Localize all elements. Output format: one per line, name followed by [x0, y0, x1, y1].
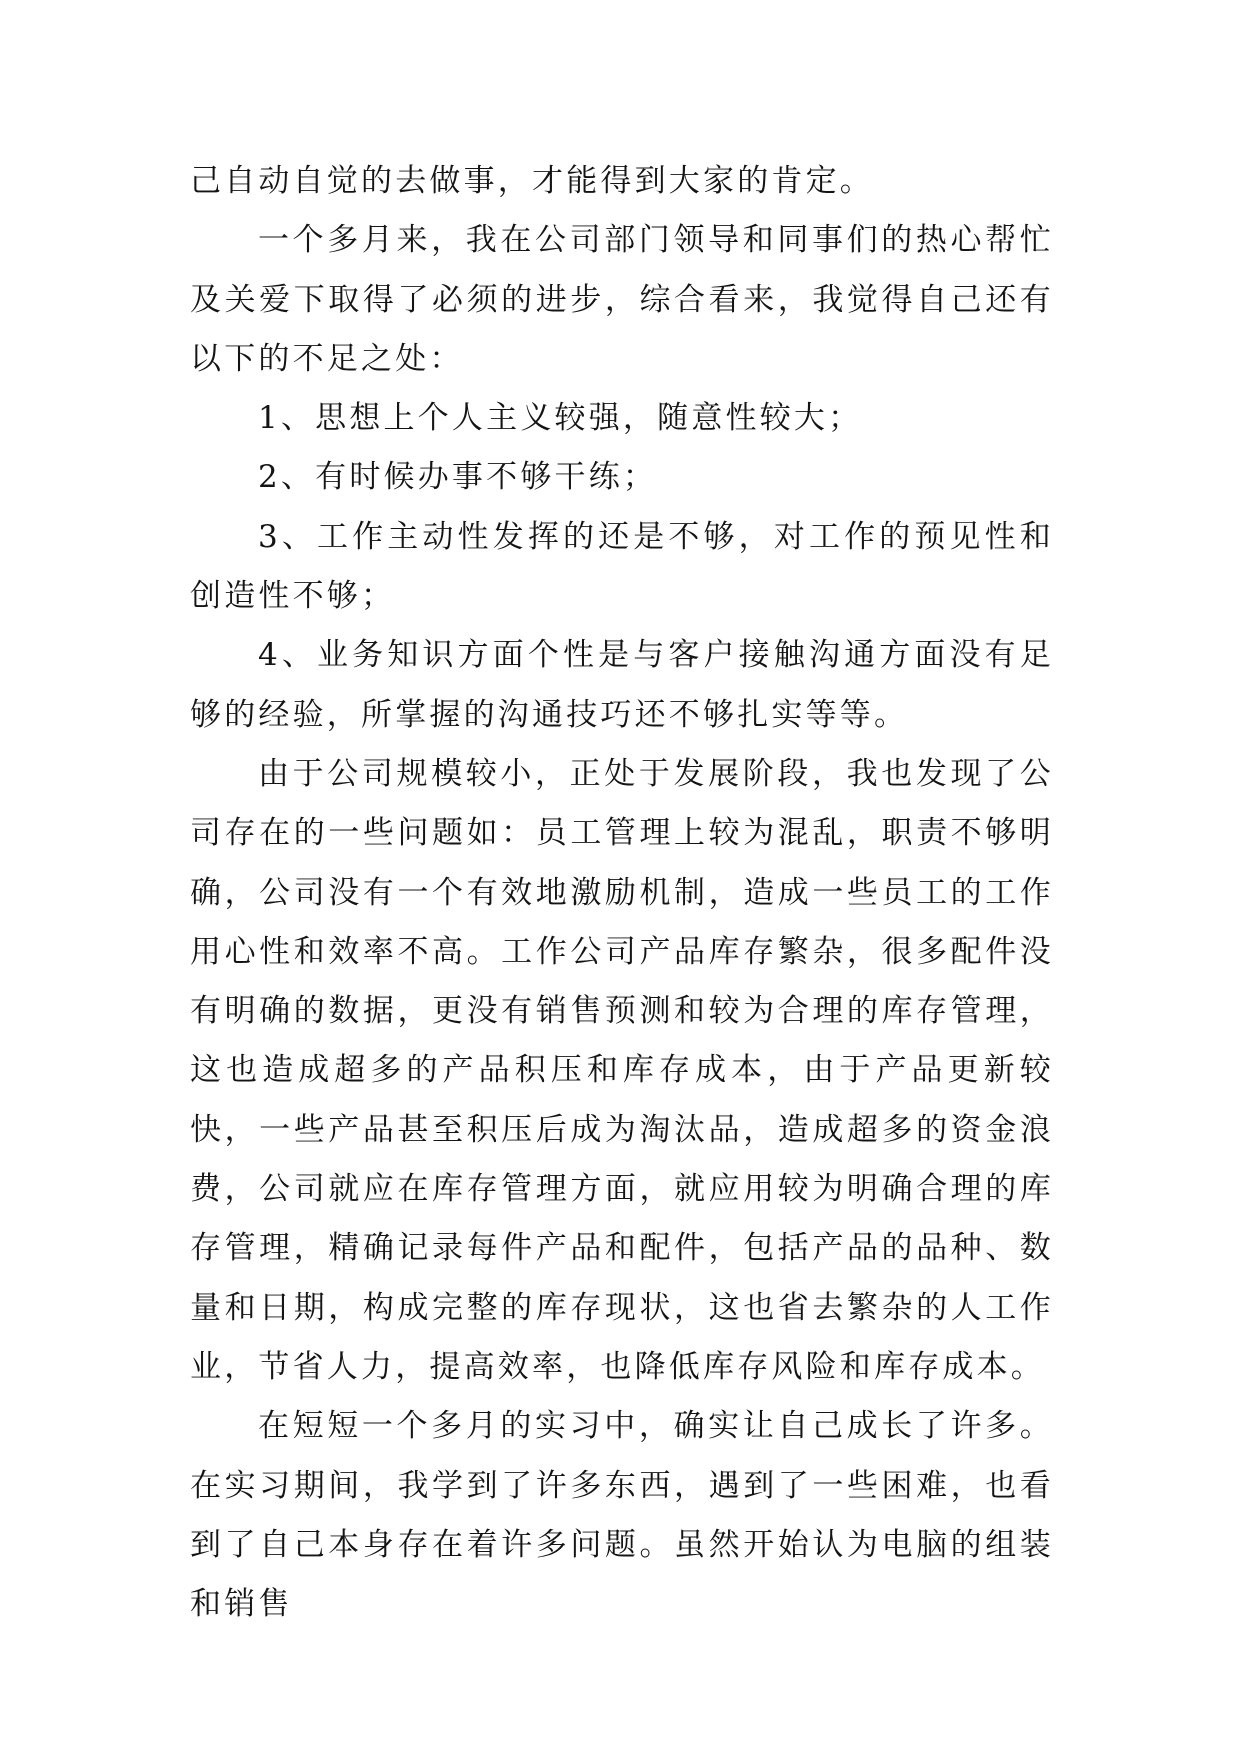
list-item-1: 1、思想上个人主义较强，随意性较大；	[258, 400, 863, 437]
paragraph-3: 由于公司规模较小，正处于发展阶段，我也发现了公司存在的一些问题如：员工管理上较为混乱，职责不够明确，公司没有一个有效地激励机制，造成一些员工的工作用心性和效率不高。工作公司产品库存繁杂，很多配件没有明确的数据，更没有销售预测和较为合理的库存管理，这也造成超多的产品积压和库存成本，由于产品更新较快，一些产品甚至积压后成为淘汰品，造成超多的资金浪费，公司就应在库存管理方面，就应用较为明确合理的库存管理，精确记录每件产品和配件，包括产品的品种、数量和日期，构成完整的库存现状，这也省去繁杂的人工作业，节省人力，提高效率，也降低库存风险和库存成本。	[190, 755, 1054, 1385]
list-item-3: 3、工作主动性发挥的还是不够，对工作的预见性和创造性不够；	[190, 518, 1054, 615]
paragraph-4: 在短短一个多月的实习中，确实让自己成长了许多。在实习期间，我学到了许多东西，遇到了一些困难，也看到了自己本身存在着许多问题。虽然开始认为电脑的组装和销售	[190, 1408, 1054, 1623]
paragraph-1: 己自动自觉的去做事，才能得到大家的肯定。	[190, 163, 874, 199]
paragraph-2: 一个多月来，我在公司部门领导和同事们的热心帮忙及关爱下取得了必须的进步，综合看来，我觉得自己还有以下的不足之处：	[190, 222, 1054, 377]
list-item-2: 2、有时候办事不够干练；	[258, 459, 658, 496]
list-item-4: 4、业务知识方面个性是与客户接触沟通方面没有足够的经验，所掌握的沟通技巧还不够扎实等等。	[190, 637, 1054, 733]
document-body	[190, 152, 1054, 1634]
